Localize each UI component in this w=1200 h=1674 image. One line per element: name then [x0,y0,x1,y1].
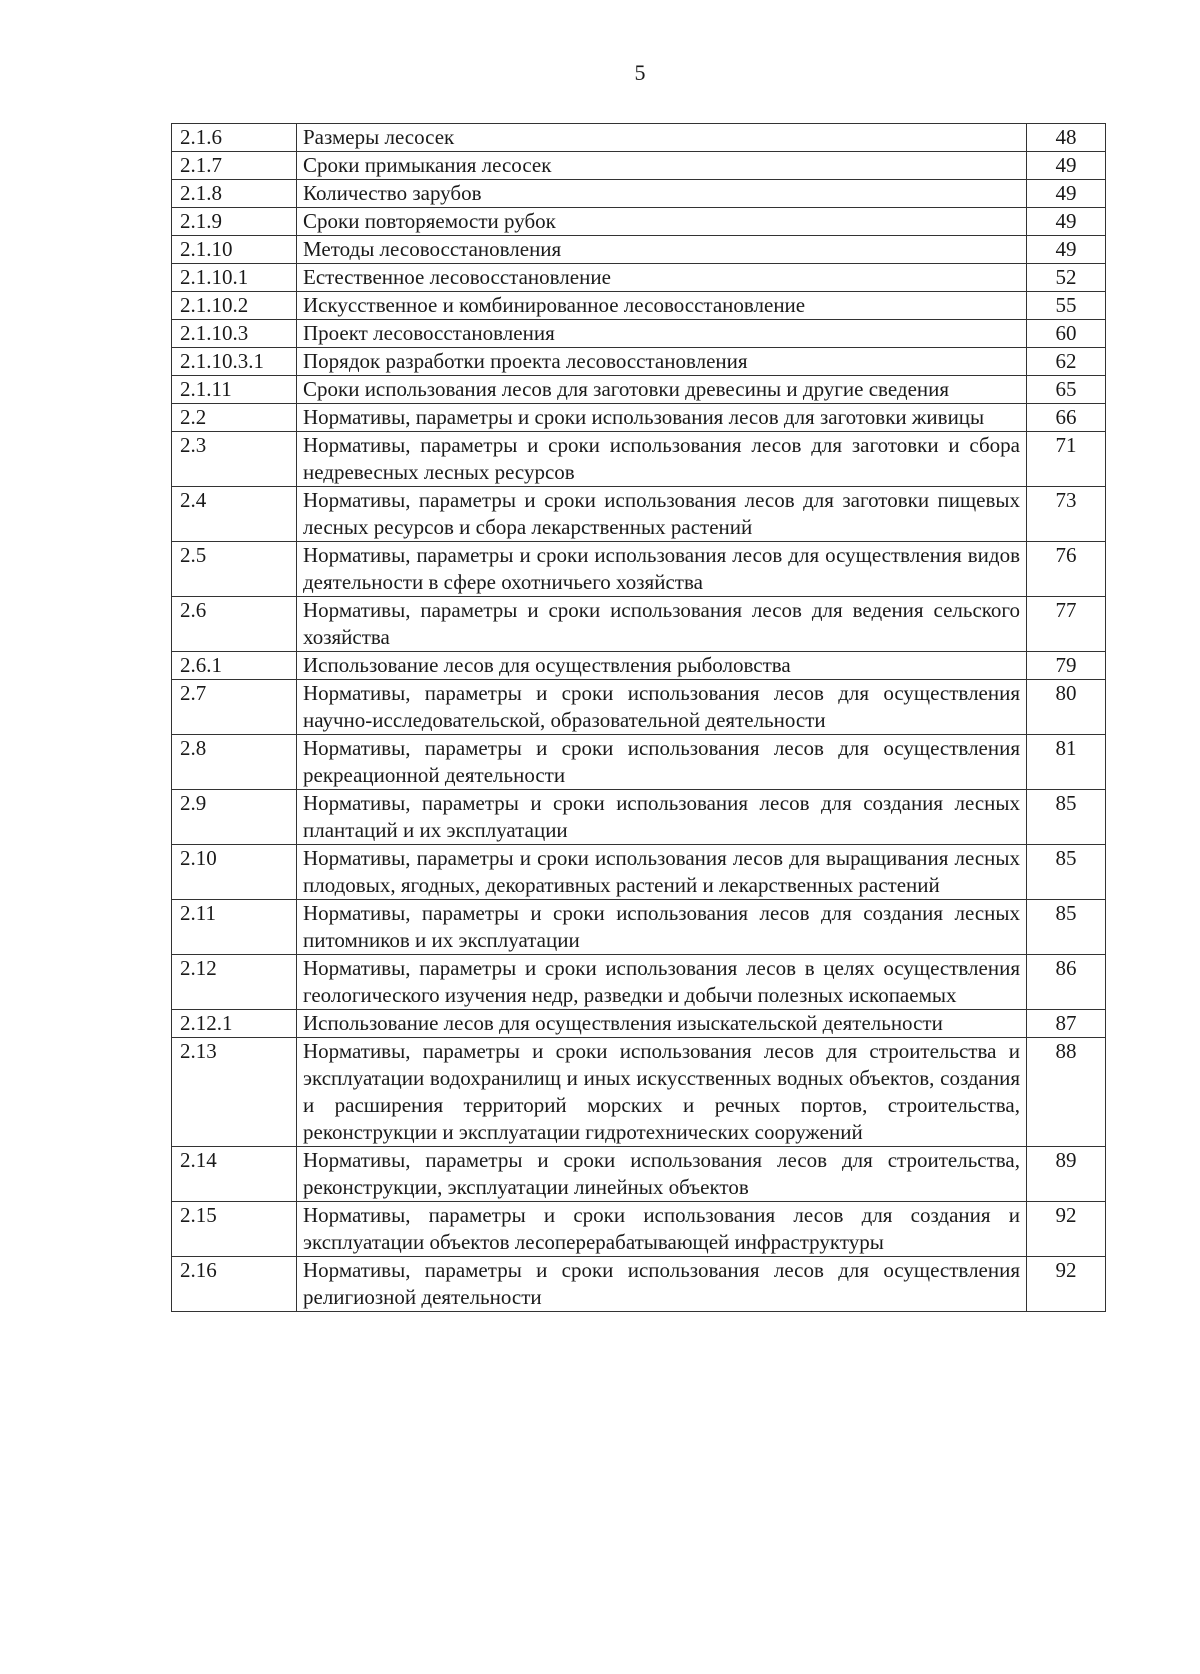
table-row [172,1038,1106,1147]
table-row [172,376,1106,404]
section-page: 85 [1027,845,1106,900]
section-page: 81 [1027,735,1106,790]
section-number: 2.8 [172,735,297,790]
section-number: 2.12.1 [172,1010,297,1038]
table-row [172,487,1106,542]
section-page: 92 [1027,1257,1106,1312]
table-row [172,432,1106,487]
section-page: 85 [1027,790,1106,845]
section-page: 86 [1027,955,1106,1010]
section-number: 2.4 [172,487,297,542]
section-number: 2.11 [172,900,297,955]
section-title: Нормативы, параметры и сроки использования лесов для осуществления рекреационной деятельности [297,735,1027,790]
section-title: Методы лесовосстановления [297,236,1027,264]
section-page: 65 [1027,376,1106,404]
section-title: Нормативы, параметры и сроки использования лесов для выращивания лесных плодовых, ягодных, декоративных растений и лекарственных растений [297,845,1027,900]
table-row [172,1202,1106,1257]
table-row [172,264,1106,292]
section-page: 49 [1027,236,1106,264]
section-number: 2.16 [172,1257,297,1312]
section-title: Нормативы, параметры и сроки использования лесов для заготовки и сбора недревесных лесных ресурсов [297,432,1027,487]
section-page: 76 [1027,542,1106,597]
section-title: Нормативы, параметры и сроки использования лесов для создания лесных питомников и их эксплуатации [297,900,1027,955]
table-row [172,348,1106,376]
section-number: 2.1.8 [172,180,297,208]
table-row [172,320,1106,348]
section-number: 2.6 [172,597,297,652]
section-title: Нормативы, параметры и сроки использования лесов для заготовки живицы [297,404,1027,432]
section-page: 88 [1027,1038,1106,1147]
section-title: Использование лесов для осуществления рыболовства [297,652,1027,680]
section-title: Проект лесовосстановления [297,320,1027,348]
section-page: 48 [1027,124,1106,152]
section-title: Нормативы, параметры и сроки использования лесов для заготовки пищевых лесных ресурсов и сбора лекарственных растений [297,487,1027,542]
table-row [172,680,1106,735]
section-page: 52 [1027,264,1106,292]
section-title: Количество зарубов [297,180,1027,208]
section-page: 89 [1027,1147,1106,1202]
table-row [172,236,1106,264]
section-number: 2.1.9 [172,208,297,236]
section-number: 2.1.10.3.1 [172,348,297,376]
section-number: 2.12 [172,955,297,1010]
section-title: Сроки использования лесов для заготовки древесины и другие сведения [297,376,1027,404]
section-title: Естественное лесовосстановление [297,264,1027,292]
table-row [172,292,1106,320]
table-row [172,735,1106,790]
toc-body [172,124,1106,1312]
table-row [172,1147,1106,1202]
table-row [172,955,1106,1010]
table-row [172,652,1106,680]
section-title: Нормативы, параметры и сроки использования лесов для строительства и эксплуатации водохранилищ и иных искусственных водных объектов, создания и расширения территорий морских и речных портов, строительства, реконструкции и эксплуатации гидротехнических сооружений [297,1038,1027,1147]
section-title: Сроки примыкания лесосек [297,152,1027,180]
table-row [172,542,1106,597]
table-row [172,404,1106,432]
table-row [172,152,1106,180]
section-number: 2.1.10.1 [172,264,297,292]
section-page: 87 [1027,1010,1106,1038]
section-number: 2.1.11 [172,376,297,404]
section-page: 60 [1027,320,1106,348]
section-title: Нормативы, параметры и сроки использования лесов для ведения сельского хозяйства [297,597,1027,652]
section-page: 85 [1027,900,1106,955]
section-page: 71 [1027,432,1106,487]
section-page: 92 [1027,1202,1106,1257]
section-page: 79 [1027,652,1106,680]
section-title: Нормативы, параметры и сроки использования лесов для создания лесных плантаций и их эксплуатации [297,790,1027,845]
table-row [172,597,1106,652]
section-number: 2.13 [172,1038,297,1147]
section-page: 73 [1027,487,1106,542]
table-row [172,1010,1106,1038]
section-title: Нормативы, параметры и сроки использования лесов для осуществления религиозной деятельности [297,1257,1027,1312]
section-title: Порядок разработки проекта лесовосстановления [297,348,1027,376]
section-page: 49 [1027,180,1106,208]
section-title: Искусственное и комбинированное лесовосстановление [297,292,1027,320]
section-number: 2.2 [172,404,297,432]
section-page: 77 [1027,597,1106,652]
section-number: 2.1.7 [172,152,297,180]
table-row [172,1257,1106,1312]
section-number: 2.7 [172,680,297,735]
section-number: 2.1.10 [172,236,297,264]
section-number: 2.5 [172,542,297,597]
table-row [172,124,1106,152]
section-page: 49 [1027,208,1106,236]
section-title: Сроки повторяемости рубок [297,208,1027,236]
section-title: Нормативы, параметры и сроки использования лесов в целях осуществления геологического изучения недр, разведки и добычи полезных ископаемых [297,955,1027,1010]
section-number: 2.10 [172,845,297,900]
section-number: 2.3 [172,432,297,487]
section-page: 66 [1027,404,1106,432]
section-title: Использование лесов для осуществления изыскательской деятельности [297,1010,1027,1038]
section-number: 2.15 [172,1202,297,1257]
section-title: Нормативы, параметры и сроки использования лесов для строительства, реконструкции, эксплуатации линейных объектов [297,1147,1027,1202]
section-number: 2.14 [172,1147,297,1202]
section-page: 80 [1027,680,1106,735]
section-number: 2.1.10.3 [172,320,297,348]
section-number: 2.1.6 [172,124,297,152]
table-row [172,180,1106,208]
section-page: 49 [1027,152,1106,180]
section-page: 55 [1027,292,1106,320]
table-row [172,208,1106,236]
table-row [172,790,1106,845]
section-number: 2.1.10.2 [172,292,297,320]
section-number: 2.6.1 [172,652,297,680]
section-title: Нормативы, параметры и сроки использования лесов для осуществления научно-исследовательской, образовательной деятельности [297,680,1027,735]
table-row [172,900,1106,955]
table-of-contents [171,123,1106,1312]
section-page: 62 [1027,348,1106,376]
table-row [172,845,1106,900]
section-title: Нормативы, параметры и сроки использования лесов для создания и эксплуатации объектов лесоперерабатывающей инфраструктуры [297,1202,1027,1257]
section-title: Размеры лесосек [297,124,1027,152]
page-number: 5 [634,60,646,85]
section-number: 2.9 [172,790,297,845]
section-title: Нормативы, параметры и сроки использования лесов для осуществления видов деятельности в сфере охотничьего хозяйства [297,542,1027,597]
